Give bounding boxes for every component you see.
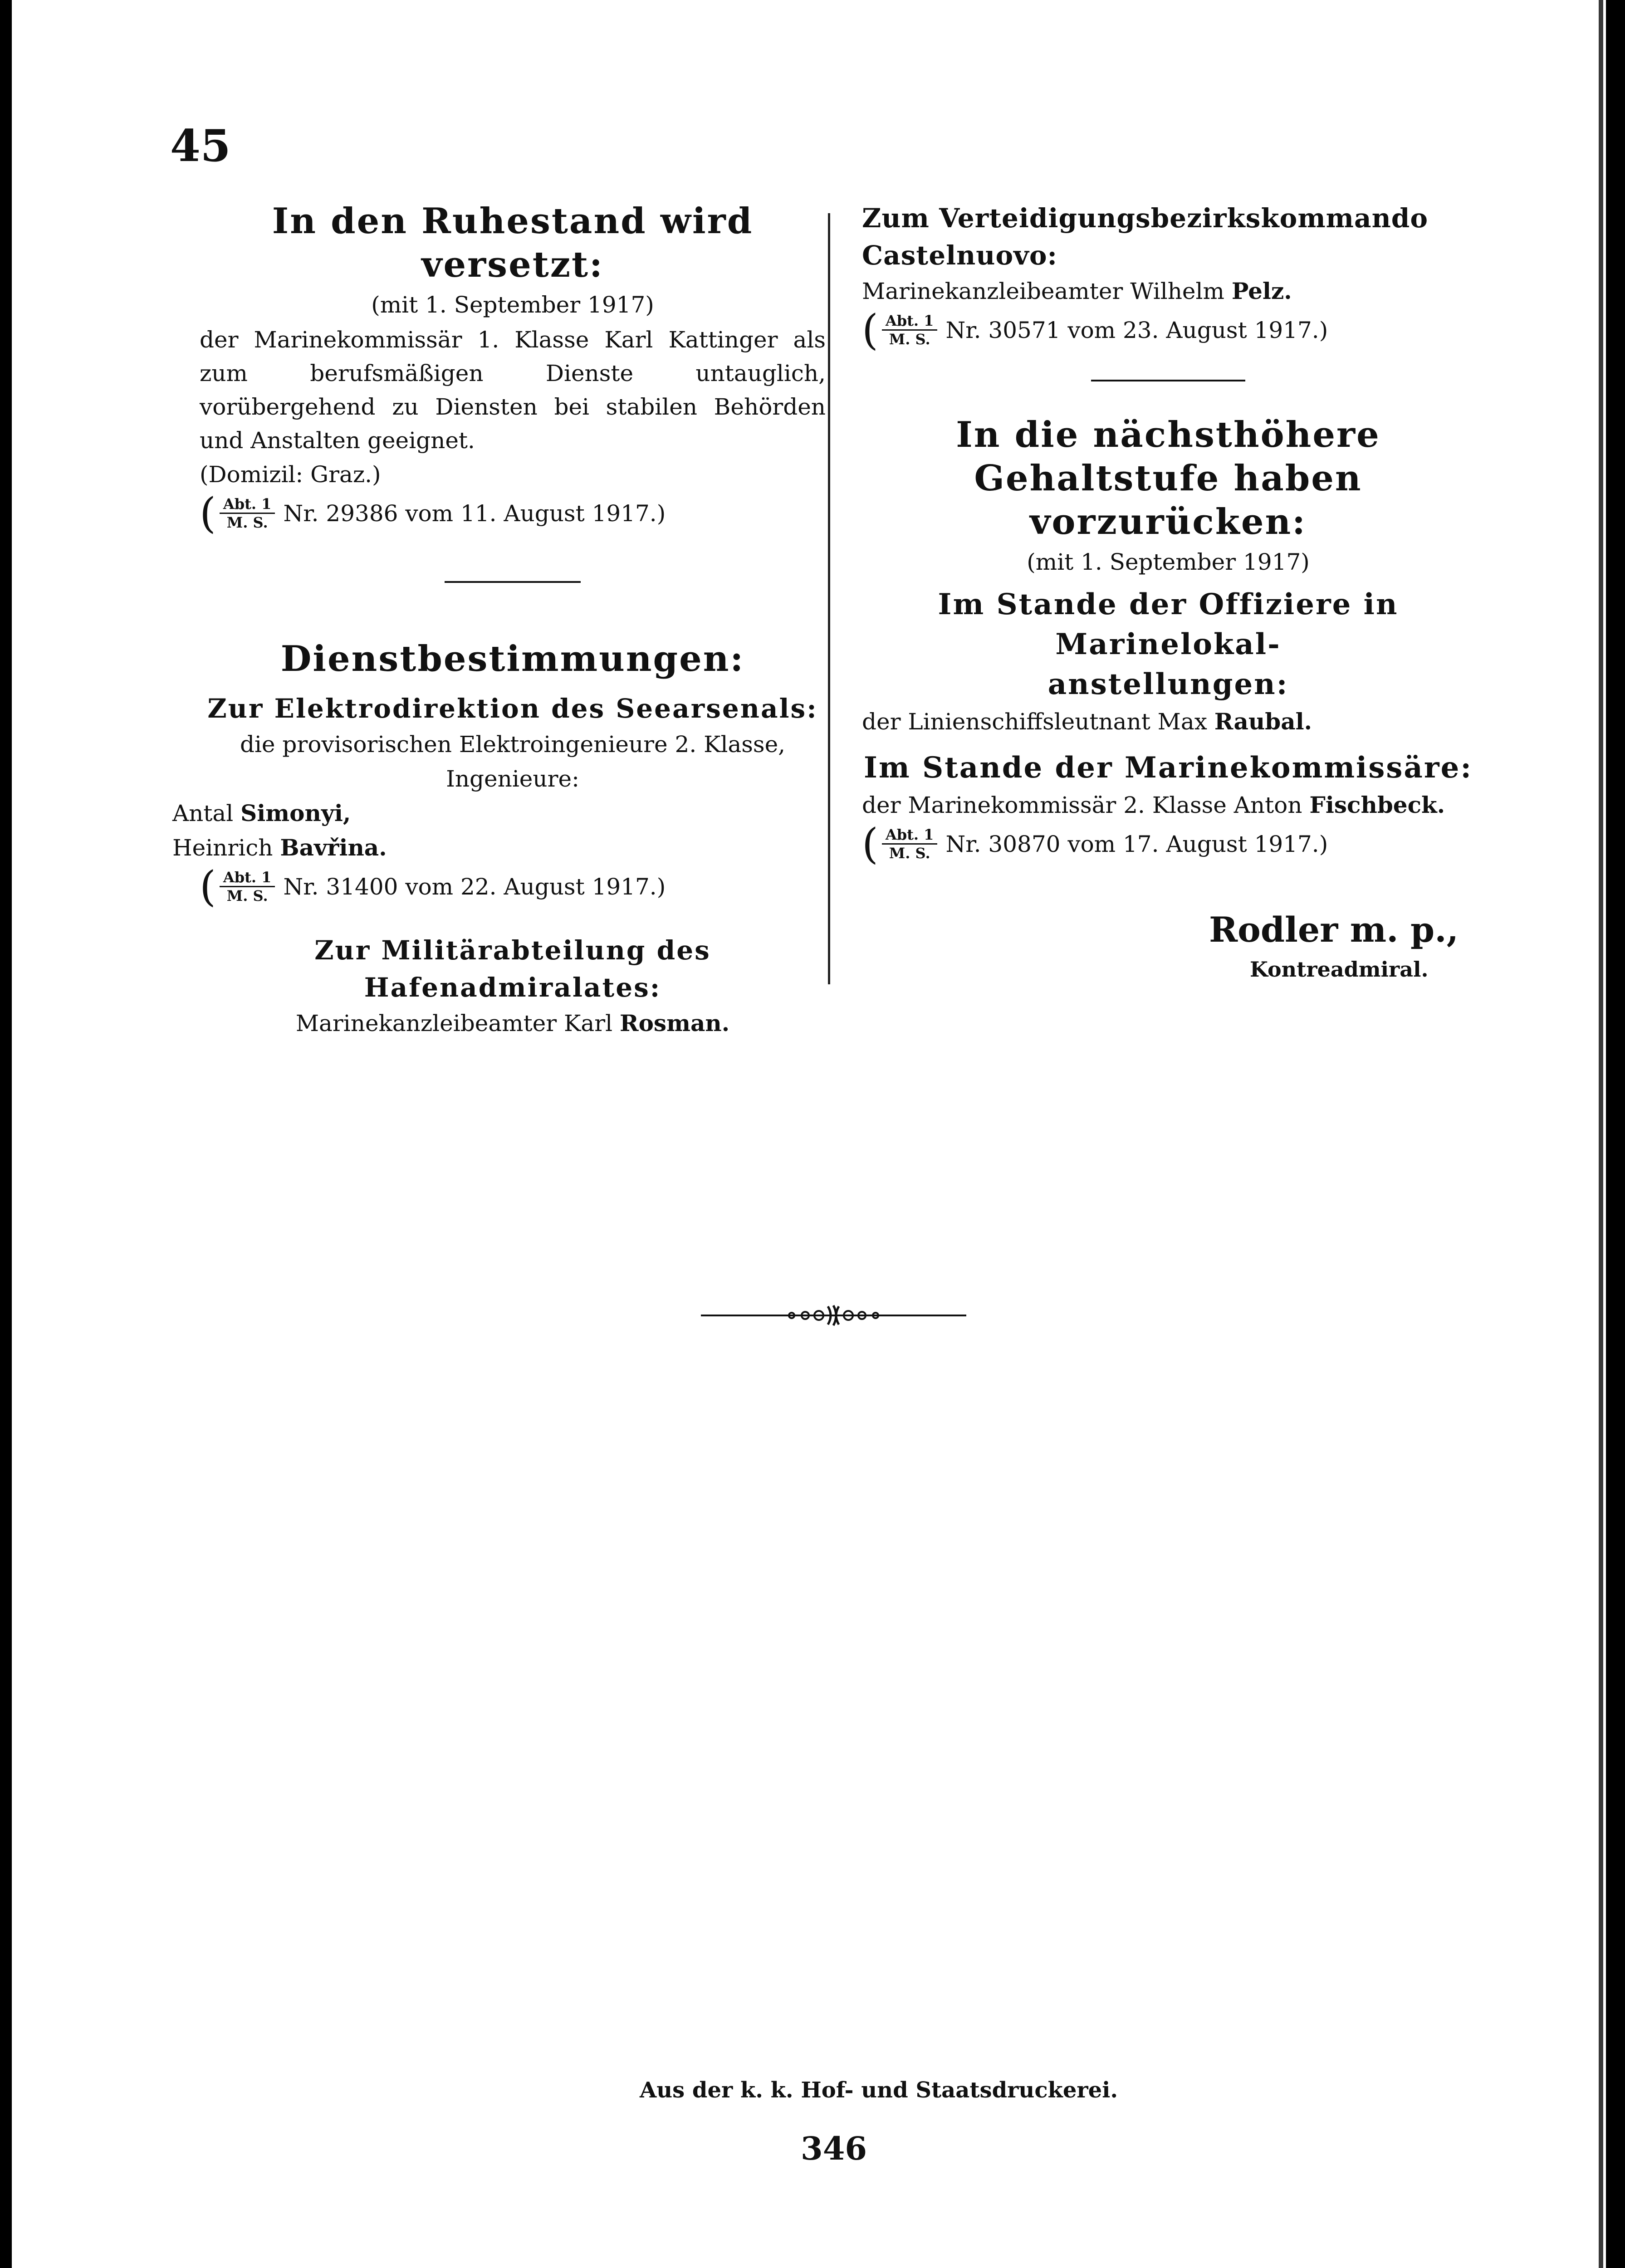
scan-border-left [0, 0, 12, 2268]
reference-text: Nr. 30571 vom 23. August 1917.) [945, 317, 1328, 343]
scan-border-right-inner [1599, 0, 1603, 2268]
signature: Rodler m. p., [1209, 909, 1459, 950]
reference-abt: Abt. 1 [882, 826, 938, 845]
printer-imprint: Aus der k. k. Hof- und Staatsdruckerei. [640, 2077, 1118, 2103]
retirement-body: der Marinekommissär 1. Klasse Karl Kattinger als zum berufsmäßigen Dienste untauglich, vorübergehend zu Diensten bei stabilen Behörden und Anstalten geeignet. [200, 327, 826, 454]
signature-title: Kontreadmiral. [1250, 957, 1429, 982]
reference-text: Nr. 31400 vom 22. August 1917.) [283, 873, 666, 900]
electro-directorate-reference [200, 862, 826, 911]
reference-ms: M. S. [889, 845, 930, 862]
right-column [862, 200, 1474, 868]
commissaries-subheading: Im Stande der Marinekommissäre: [864, 751, 1473, 785]
assignee-simonyi [172, 796, 826, 831]
military-department-body [200, 1006, 826, 1041]
electro-directorate-subheading: Zur Elektrodirektion des Seearsenals: [207, 693, 818, 724]
assignee-first-name: Antal [172, 800, 234, 826]
commissaries-name: Fischbeck. [1309, 792, 1445, 818]
assignee-first-name: Heinrich [172, 835, 273, 861]
reference-ms: M. S. [226, 887, 268, 904]
salary-step-heading-line2: vorzurücken: [1030, 501, 1307, 543]
page-number: 45 [170, 120, 231, 171]
retirement-reference [200, 489, 826, 538]
ornament-divider [701, 1302, 966, 1329]
castelnuovo-name: Pelz. [1231, 278, 1292, 304]
retirement-domicile: (Domizil: Graz.) [200, 461, 381, 488]
castelnuovo-body [862, 274, 1474, 308]
reference-text: Nr. 29386 vom 11. August 1917.) [283, 500, 666, 527]
castelnuovo-heading: Zum Verteidigungsbezirkskommando Castelnuovo: [862, 203, 1429, 271]
retirement-heading: In den Ruhestand wird versetzt: [272, 200, 754, 285]
castelnuovo-text: Marinekanzleibeamter Wilhelm [862, 278, 1224, 304]
reference-abt: Abt. 1 [882, 312, 938, 331]
service-assignments-heading: Dienstbestimmungen: [280, 638, 745, 679]
retirement-date: (mit 1. September 1917) [371, 292, 654, 318]
military-department-name: Rosman. [620, 1010, 730, 1036]
reference-text: Nr. 30870 vom 17. August 1917.) [945, 831, 1328, 857]
castelnuovo-reference [862, 305, 1474, 354]
commissaries-text: der Marinekommissär 2. Klasse Anton [862, 792, 1302, 818]
reference-fraction [220, 869, 275, 904]
reference-abt: Abt. 1 [220, 869, 275, 887]
commissaries-reference [862, 819, 1474, 868]
section-divider [445, 581, 581, 583]
reference-fraction [882, 826, 938, 862]
reference-fraction [882, 312, 938, 348]
salary-step-date: (mit 1. September 1917) [1027, 549, 1310, 575]
column-divider [828, 213, 830, 984]
commissaries-body [862, 788, 1474, 822]
reference-paren: ( [862, 305, 878, 354]
military-department-text: Marinekanzleibeamter Karl [295, 1010, 613, 1036]
officers-body [862, 704, 1474, 739]
assignee-bavrina [172, 831, 826, 865]
reference-ms: M. S. [226, 514, 268, 531]
reference-paren: ( [862, 819, 878, 868]
electro-directorate-body: die provisorischen Elektroingenieure 2. Klasse, Ingenieure: [240, 731, 786, 792]
officers-subheading-line2: anstellungen: [1047, 667, 1289, 701]
reference-fraction [220, 495, 275, 531]
officers-name: Raubal. [1214, 708, 1312, 735]
folio-number: 346 [801, 2130, 867, 2167]
military-department-subheading: Zur Militärabteilung des Hafenadmiralates: [314, 935, 711, 1003]
reference-abt: Abt. 1 [220, 495, 275, 514]
assignee-last-name: Simonyi, [240, 800, 351, 826]
scan-border-right [1606, 0, 1625, 2268]
reference-paren: ( [200, 862, 216, 911]
assignee-last-name: Bavřina. [280, 834, 387, 861]
left-column [172, 200, 826, 1041]
officers-text: der Linienschiffsleutnant Max [862, 709, 1207, 735]
officers-subheading-line1: Im Stande der Offiziere in Marinelokal- [938, 587, 1399, 661]
salary-step-heading-line1: In die nächsthöhere Gehaltstufe haben [956, 414, 1380, 499]
reference-paren: ( [200, 489, 216, 538]
section-divider [1091, 380, 1245, 381]
reference-ms: M. S. [889, 331, 930, 348]
